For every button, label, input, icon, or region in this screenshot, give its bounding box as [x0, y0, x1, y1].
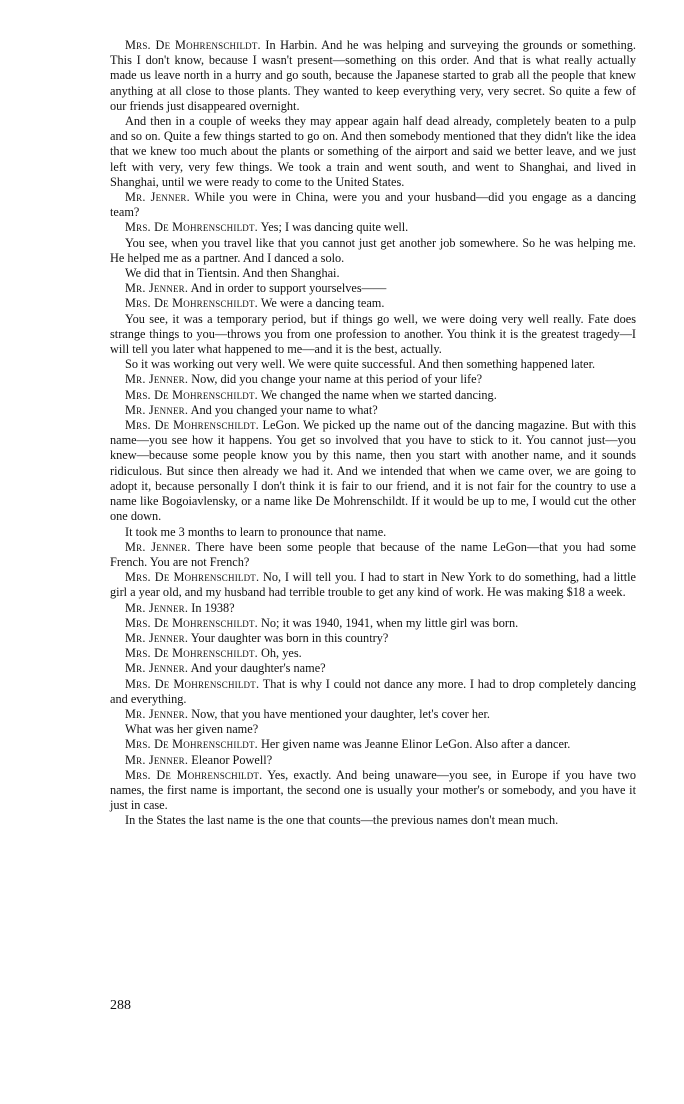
- testimony-text: And your daughter's name?: [190, 661, 326, 676]
- speaker-label: Mr. Jenner.: [125, 600, 189, 615]
- testimony-text: LeGon. We picked up the name out of the dancing magazine. But with this name—you see how it happens. You get so involved that you have to stick to it. You cannot just—you knew—because some people know you by this name, then you start with another name, and it sounds ridiculous. But since then already we had it. And we intended that when we came over, we are going to adopt it, because personally I don't think it is fair to our friend, and it is not fair for the country to use a name like Bogoiavlensky, or a name like De Mohrenschildt. If it would be up to me, I would cut the other one down.: [110, 418, 636, 524]
- speaker-label: Mrs. De Mohrenschildt.: [125, 418, 259, 433]
- testimony-paragraph: [110, 236, 636, 266]
- testimony-text: You see, it was a temporary period, but if things go well, we were doing very well really. Fate does strange things to you—throws you from one profession to another. You think it is the greatest tragedy—I will tell you later what happened to me—and it is the best, actually.: [110, 311, 636, 357]
- testimony-text: Oh, yes.: [261, 646, 302, 661]
- testimony-text: Yes; I was dancing quite well.: [260, 220, 409, 235]
- testimony-text: We were a dancing team.: [260, 296, 385, 311]
- speaker-label: Mr. Jenner.: [125, 372, 189, 387]
- testimony-text: Your daughter was born in this country?: [190, 630, 389, 645]
- testimony-text: While you were in China, were you and your husband—did you engage as a dancing team?: [110, 190, 636, 220]
- speaker-label: Mrs. De Mohrenschildt.: [125, 570, 260, 585]
- testimony-text: We did that in Tientsin. And then Shanghai.: [125, 266, 340, 281]
- testimony-text: No, I will tell you. I had to start in New York to do something, had a little girl a year old, and my husband had terrible trouble to get any kind of work. He was making $18 a week.: [110, 570, 637, 600]
- testimony-paragraph: [110, 114, 636, 190]
- testimony-text: Now, that you have mentioned your daughter, let's cover her.: [191, 706, 490, 721]
- speaker-label: Mrs. De Mohrenschildt.: [125, 737, 258, 752]
- testimony-paragraph: [110, 707, 636, 722]
- testimony-text: And in order to support yourselves——: [190, 281, 387, 296]
- testimony-paragraph: [110, 372, 636, 387]
- testimony-paragraph: [110, 616, 636, 631]
- testimony-text: You see, when you travel like that you cannot just get another job somewhere. So he was helping me. He helped me as a partner. And I danced a solo.: [110, 235, 636, 265]
- testimony-text: Now, did you change your name at this period of your life?: [191, 372, 483, 387]
- testimony-paragraph: [110, 722, 636, 737]
- speaker-label: Mr. Jenner.: [125, 402, 189, 417]
- testimony-paragraph: [110, 601, 636, 616]
- speaker-label: Mrs. De Mohrenschildt.: [125, 387, 258, 402]
- testimony-text: And then in a couple of weeks they may appear again half dead already, completely beaten to a pulp and so on. Quite a few things started to go on. And then somebody mentioned that they didn't like the idea that we knew too much about the plants or something of the airport and said we better leave, and we just left with very, very few things. We took a train and went south, and went to Shanghai, and lived in Shanghai, until we were ready to come to the United States.: [110, 114, 636, 189]
- speaker-label: Mrs. De Mohrenschildt.: [125, 676, 260, 691]
- testimony-paragraph: [110, 540, 636, 570]
- testimony-text: That is why I could not dance any more. I had to drop completely dancing and everything.: [110, 676, 636, 706]
- testimony-paragraph: [110, 768, 636, 814]
- testimony-text: What was her given name?: [125, 722, 259, 737]
- speaker-label: Mr. Jenner.: [125, 281, 189, 296]
- testimony-paragraph: [110, 296, 636, 311]
- speaker-label: Mr. Jenner.: [125, 539, 191, 554]
- page-number: 288: [110, 998, 131, 1013]
- testimony-paragraph: [110, 388, 636, 403]
- testimony-paragraph: [110, 525, 636, 540]
- testimony-paragraph: [110, 312, 636, 358]
- testimony-paragraph: [110, 661, 636, 676]
- testimony-text: There have been some people that because of the name LeGon—that you had some French. You are not French?: [110, 539, 636, 569]
- speaker-label: Mrs. De Mohrenschildt.: [125, 296, 258, 311]
- testimony-paragraph: [110, 753, 636, 768]
- testimony-paragraph: [110, 418, 636, 524]
- transcript-page: [110, 38, 636, 829]
- testimony-paragraph: [110, 737, 636, 752]
- testimony-text: In the States the last name is the one that counts—the previous names don't mean much.: [125, 813, 559, 828]
- speaker-label: Mrs. De Mohrenschildt.: [125, 38, 261, 52]
- speaker-label: Mrs. De Mohrenschildt.: [125, 767, 263, 782]
- testimony-text: Yes, exactly. And being unaware—you see, in Europe if you have two names, the first name is important, the second one is usually your mother's or somebody, and you have it just in case.: [110, 767, 637, 813]
- testimony-text: It took me 3 months to learn to pronounce that name.: [125, 524, 387, 539]
- speaker-label: Mr. Jenner.: [125, 752, 189, 767]
- testimony-paragraph: [110, 570, 636, 600]
- speaker-label: Mr. Jenner.: [125, 630, 189, 645]
- testimony-paragraph: [110, 281, 636, 296]
- speaker-label: Mr. Jenner.: [125, 706, 189, 721]
- testimony-text: Eleanor Powell?: [191, 752, 273, 767]
- speaker-label: Mrs. De Mohrenschildt.: [125, 646, 258, 661]
- testimony-paragraph: [110, 646, 636, 661]
- speaker-label: Mr. Jenner.: [125, 661, 189, 676]
- testimony-paragraph: [110, 220, 636, 235]
- speaker-label: Mrs. De Mohrenschildt.: [125, 615, 258, 630]
- testimony-text: In Harbin. And he was helping and surveying the grounds or something. This I don't know, because I wasn't present—something on this order. And that is what really actually made us leave north in a hurry and go south, because the Japanese started to grab all the people that knew anything at all close to those plants. They wanted to keep everything very, very secret. So quite a few of our friends just disappeared overnight.: [110, 38, 636, 113]
- testimony-text: No; it was 1940, 1941, when my little girl was born.: [261, 615, 519, 630]
- testimony-paragraph: [110, 190, 636, 220]
- speaker-label: Mrs. De Mohrenschildt.: [125, 220, 258, 235]
- testimony-paragraph: [110, 38, 636, 114]
- testimony-text: We changed the name when we started dancing.: [260, 387, 497, 402]
- testimony-paragraph: [110, 357, 636, 372]
- testimony-paragraph: [110, 813, 636, 828]
- testimony-paragraph: [110, 677, 636, 707]
- testimony-text: And you changed your name to what?: [190, 402, 378, 417]
- testimony-text: So it was working out very well. We were quite successful. And then something happened later.: [125, 357, 596, 372]
- testimony-paragraph: [110, 266, 636, 281]
- testimony-paragraph: [110, 403, 636, 418]
- testimony-text: Her given name was Jeanne Elinor LeGon. Also after a dancer.: [261, 737, 571, 752]
- speaker-label: Mr. Jenner.: [125, 190, 190, 205]
- testimony-text: In 1938?: [191, 600, 235, 615]
- testimony-paragraph: [110, 631, 636, 646]
